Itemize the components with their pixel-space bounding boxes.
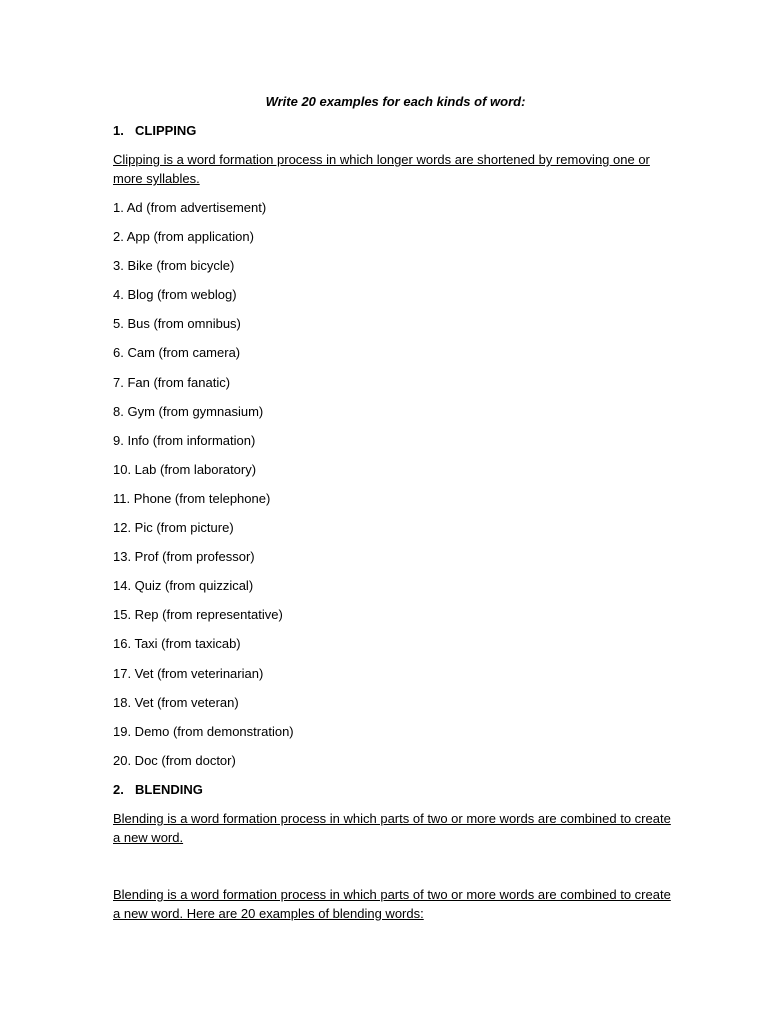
section-heading-clipping <box>113 121 678 140</box>
list-item: 10. Lab (from laboratory) <box>113 461 257 477</box>
list-item: 13. Prof (from professor) <box>113 549 255 565</box>
list-item: 3. Bike (from bicycle) <box>113 258 235 274</box>
document-title: Write 20 examples for each kinds of word: <box>265 94 526 109</box>
clipping-example-list <box>113 198 678 770</box>
blending-intro-paragraph: Blending is a word formation process in which parts of two or more words are combined to create a new word. Here are 20 examples of blending words: <box>113 886 671 921</box>
section-number: 1. <box>113 123 124 138</box>
list-item: 4. Blog (from weblog) <box>113 287 237 303</box>
list-item: 17. Vet (from veterinarian) <box>113 665 264 681</box>
list-item: 6. Cam (from camera) <box>113 345 241 361</box>
clipping-definition: Clipping is a word formation process in which longer words are shortened by removing one or more syllables. <box>113 152 650 186</box>
list-item: 2. App (from application) <box>113 229 254 245</box>
list-item: 8. Gym (from gymnasium) <box>113 403 264 419</box>
blending-definition: Blending is a word formation process in which parts of two or more words are combined to create a new word. <box>113 810 671 845</box>
list-item: 7. Fan (from fanatic) <box>113 374 231 390</box>
list-item: 9. Info (from information) <box>113 432 256 448</box>
section-title: BLENDING <box>135 781 203 797</box>
list-item: 11. Phone (from telephone) <box>113 490 271 506</box>
section-number: 2. <box>113 781 124 797</box>
document-page <box>113 92 678 923</box>
list-item: 20. Doc (from doctor) <box>113 752 236 768</box>
list-item: 15. Rep (from representative) <box>113 607 283 623</box>
list-item: 5. Bus (from omnibus) <box>113 316 241 332</box>
list-item: 14. Quiz (from quizzical) <box>113 578 254 594</box>
list-item: 12. Pic (from picture) <box>113 520 234 536</box>
list-item: 1. Ad (from advertisement) <box>113 200 267 215</box>
list-item: 19. Demo (from demonstration) <box>113 723 294 739</box>
section-heading-blending <box>113 780 678 799</box>
list-item: 16. Taxi (from taxicab) <box>113 636 241 652</box>
list-item: 18. Vet (from veteran) <box>113 694 239 710</box>
section-title: CLIPPING <box>135 123 197 138</box>
